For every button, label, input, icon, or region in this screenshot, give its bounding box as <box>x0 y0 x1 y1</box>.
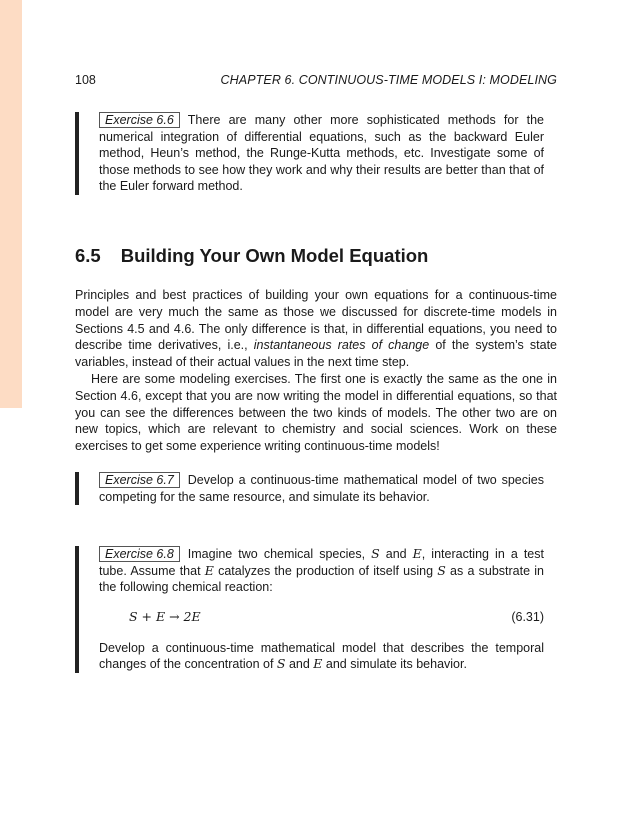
variable-s: S <box>371 546 380 561</box>
exercise-label: Exercise 6.8 <box>99 546 180 562</box>
paragraph-1-text-end: of the system’s state variables, instead of their actual values in the next time step. <box>75 338 558 370</box>
exercise-text: There are many other more sophisticated methods for the numerical integration of differential equations, such as the backward Euler method, Heun’s method, the Runge-Kutta methods, etc. Investigate some of those methods to see how they work and why their results are better than that of the Euler forward method. <box>99 113 544 194</box>
exercise-text: catalyzes the production of itself using <box>213 563 438 578</box>
exercise-text: as a substrate in the following chemical reaction: <box>99 563 544 595</box>
exercise-6-8-intro <box>99 546 544 596</box>
section-heading <box>75 245 428 267</box>
exercise-text: Develop a continuous-time mathematical model of two species competing for the same resource, and simulate its behavior. <box>99 473 544 504</box>
exercise-label: Exercise 6.7 <box>99 472 180 488</box>
equation-number: (6.31) <box>511 609 544 624</box>
paragraph-1-text: Principles and best practices of building your own equations for a continuous-time model are very much the same as those we discussed for discrete-time models in Sections 4.5 and 4.6. The only difference is that, in differential equations, you need to describe time derivatives, i.e., <box>75 288 557 353</box>
variable-s: S <box>437 562 446 578</box>
paragraph-2: Here are some modeling exercises. The first one is exactly the same as the one in Section 4.6, except that you are now writing the model in differential equations, so that you can see the differences between the two kinds of models. The other two are on new topics, which are relevant to chemistry and social sciences. Work on these exercises to get some experience writing continuous-time models! <box>75 371 557 454</box>
section-title: Building Your Own Model Equation <box>120 245 429 266</box>
paragraph-1-emphasis: instantaneous rates of change <box>253 338 430 353</box>
body-text <box>75 287 557 455</box>
exercise-6-6 <box>75 112 557 195</box>
variable-s: S <box>276 656 286 672</box>
exercise-6-7 <box>75 472 557 505</box>
exercise-text: and <box>379 547 413 561</box>
exercise-6-8 <box>75 546 557 673</box>
exercise-text: Imagine two chemical species, <box>187 547 372 561</box>
exercise-text: and <box>285 657 314 672</box>
running-head: CHAPTER 6. CONTINUOUS-TIME MODELS I: MODELING <box>220 73 557 87</box>
paragraph-1 <box>75 287 557 371</box>
section-number: 6.5 <box>75 245 101 266</box>
exercise-label: Exercise 6.6 <box>99 112 180 128</box>
exercise-text: , interacting in a test tube. Assume that <box>99 547 544 578</box>
exercise-text: and simulate its behavior. <box>322 657 467 672</box>
variable-e: E <box>204 562 214 578</box>
equation: S + E → 2E <box>129 608 201 624</box>
exercise-6-8-task <box>99 640 544 673</box>
equation-row <box>99 609 544 627</box>
variable-e: E <box>412 546 422 561</box>
exercise-text: Develop a continuous-time mathematical model that describes the temporal changes of the concentration of <box>99 640 544 672</box>
variable-e: E <box>313 656 323 672</box>
page-header <box>75 73 557 91</box>
page-edge-strip <box>0 0 22 408</box>
page-number: 108 <box>75 73 96 87</box>
